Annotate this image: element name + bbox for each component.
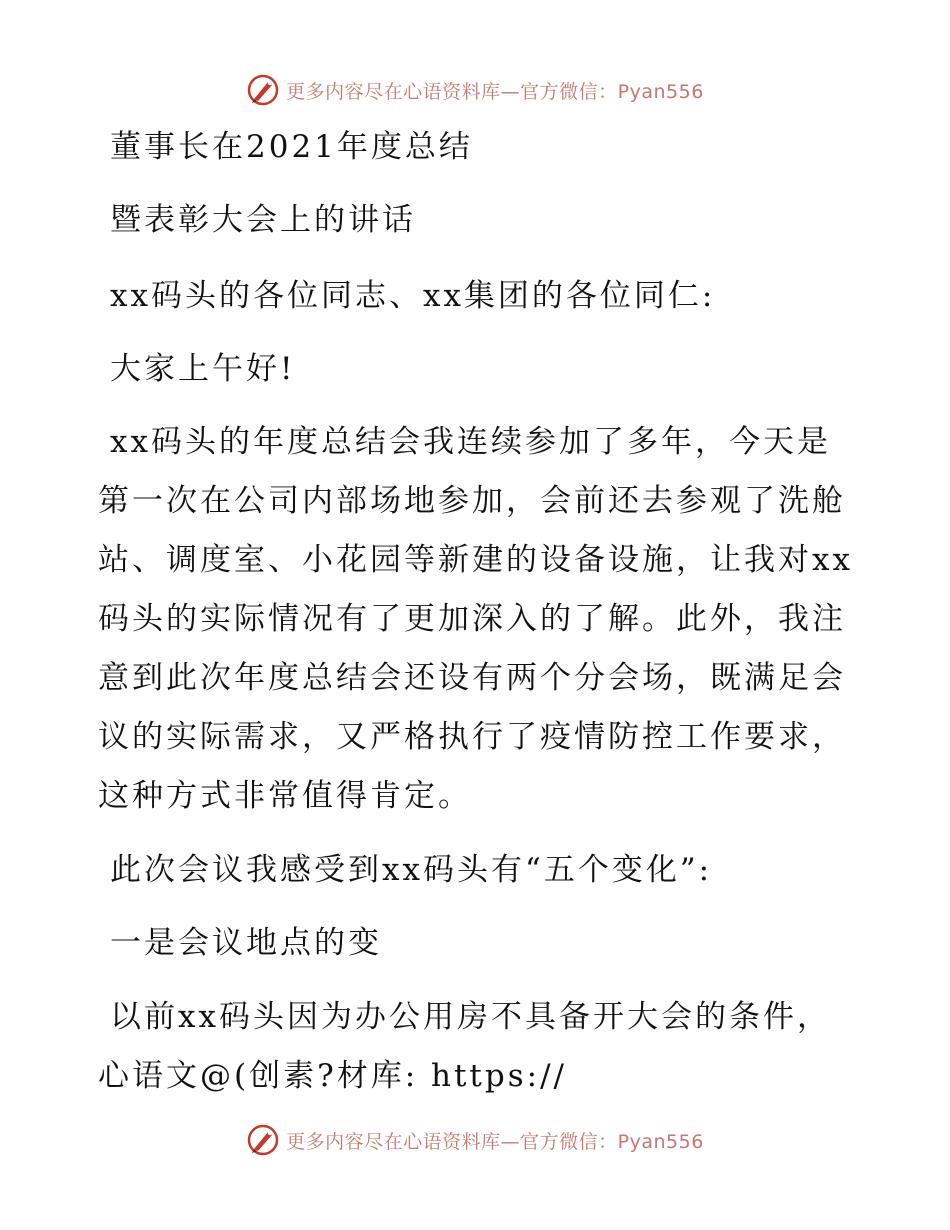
paragraph-line: 第一次在公司内部场地参加，会前还去参观了洗舱 <box>98 483 846 519</box>
watermark-text: 更多内容尽在心语资料库—官方微信：Pyan556 <box>286 1130 704 1153</box>
salutation: xx码头的各位同志、xx集团的各位同仁: <box>110 278 716 314</box>
watermark-banner-bottom <box>0 1120 950 1160</box>
paragraph-line: 这种方式非常值得肯定。 <box>98 778 472 814</box>
section-heading: 一是会议地点的变 <box>110 925 382 961</box>
watermark-banner-top <box>0 70 950 110</box>
pen-logo-icon <box>246 73 280 107</box>
paragraph-line: 意到此次年度总结会还设有两个分会场，既满足会 <box>98 660 846 696</box>
greeting: 大家上午好! <box>110 351 296 387</box>
paragraph-line: 此次会议我感受到xx码头有“五个变化”: <box>110 852 713 888</box>
pen-logo-icon <box>246 1123 280 1157</box>
title-line-2: 暨表彰大会上的讲话 <box>110 202 416 238</box>
paragraph-line: 以前xx码头因为办公用房不具备开大会的条件， <box>110 999 831 1035</box>
paragraph-line: 心语文@(创素?材库: https:// <box>98 1058 567 1094</box>
watermark-text: 更多内容尽在心语资料库—官方微信：Pyan556 <box>286 80 704 103</box>
paragraph-line: xx码头的年度总结会我连续参加了多年，今天是 <box>110 424 831 460</box>
paragraph-line: 码头的实际情况有了更加深入的了解。此外，我注 <box>98 601 846 637</box>
title-line-1: 董事长在2021年度总结 <box>110 129 473 165</box>
paragraph-line: 站、调度室、小花园等新建的设备设施，让我对xx <box>98 542 853 578</box>
paragraph-line: 议的实际需求，又严格执行了疫情防控工作要求， <box>98 719 846 755</box>
